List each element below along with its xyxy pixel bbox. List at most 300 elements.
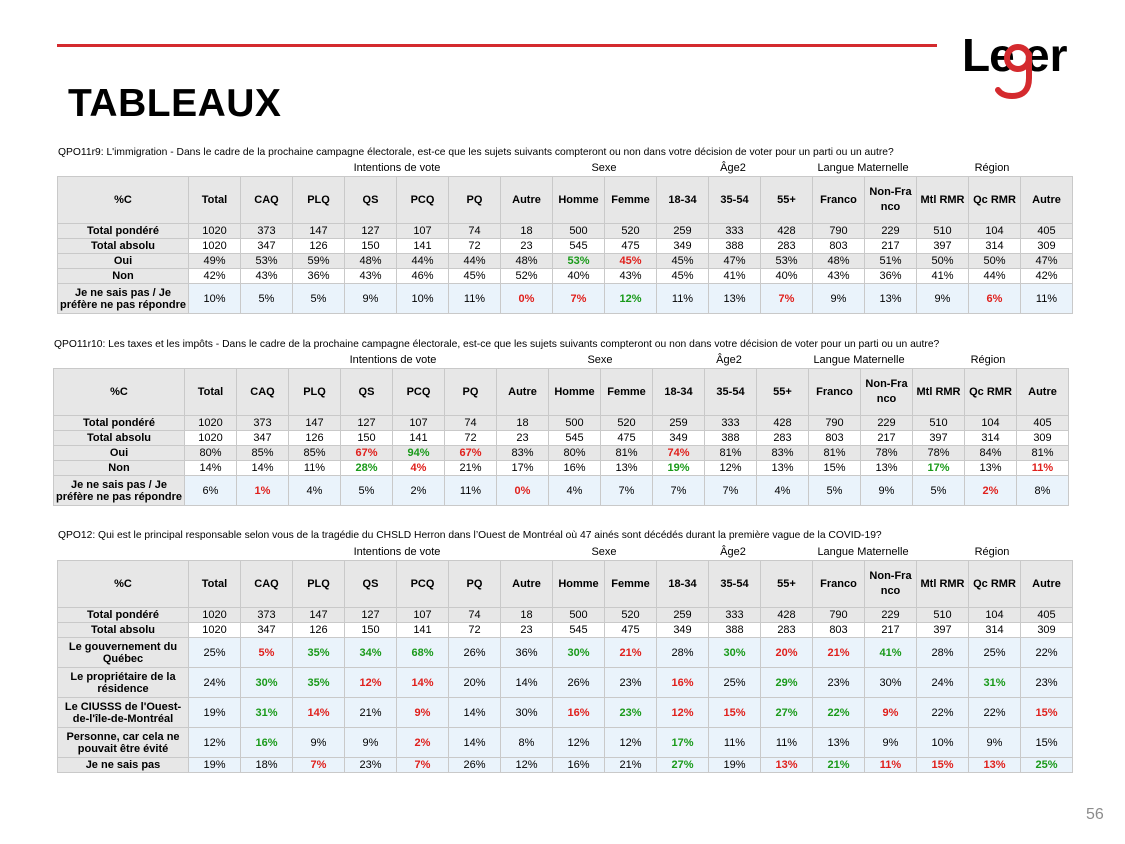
table-row	[58, 239, 1073, 254]
cell-value: 13%	[601, 461, 653, 476]
cell-value: 10%	[397, 284, 449, 314]
column-header-caq: CAQ	[241, 177, 293, 224]
group-label-sexe: Sexe	[591, 546, 617, 558]
cell-value: 12%	[657, 698, 709, 728]
cell-value: 36%	[501, 638, 553, 668]
cell-value: 229	[865, 608, 917, 623]
cell-value: 14%	[293, 698, 345, 728]
cell-value: 53%	[241, 254, 293, 269]
column-header-franco: Franco	[813, 177, 865, 224]
cell-value: 15%	[1021, 728, 1073, 758]
column-header-total: Total	[189, 177, 241, 224]
table-header-row	[58, 177, 1073, 224]
cell-value: 5%	[809, 476, 861, 506]
cell-value: 500	[549, 416, 601, 431]
cell-value: 309	[1017, 431, 1069, 446]
cell-value: 388	[709, 623, 761, 638]
column-header-55: 55+	[761, 177, 813, 224]
column-header-non-franco: Non-Franco	[865, 561, 917, 608]
column-header-homme: Homme	[553, 561, 605, 608]
column-header-autre: Autre	[1021, 177, 1073, 224]
cell-value: 16%	[553, 758, 605, 773]
cell-value: 126	[293, 239, 345, 254]
cell-value: 5%	[241, 638, 293, 668]
cell-value: 405	[1021, 608, 1073, 623]
cell-value: 347	[241, 239, 293, 254]
row-label: Oui	[54, 446, 185, 461]
cell-value: 314	[965, 431, 1017, 446]
cell-value: 9%	[969, 728, 1021, 758]
cell-value: 500	[553, 224, 605, 239]
column-header-pcq: PCQ	[397, 561, 449, 608]
cell-value: 19%	[189, 698, 241, 728]
cell-value: 44%	[397, 254, 449, 269]
cell-value: 388	[705, 431, 757, 446]
cell-value: 13%	[761, 758, 813, 773]
group-label-langue: Langue Maternelle	[817, 162, 909, 174]
column-header-franco: Franco	[809, 369, 861, 416]
cell-value: 15%	[809, 461, 861, 476]
column-header-mtl-rmr: Mtl RMR	[913, 369, 965, 416]
cell-value: 475	[601, 431, 653, 446]
cell-value: 27%	[761, 698, 813, 728]
cell-value: 8%	[501, 728, 553, 758]
column-header-pq: PQ	[449, 177, 501, 224]
row-label: Total pondéré	[58, 224, 189, 239]
cell-value: 790	[809, 416, 861, 431]
cell-value: 78%	[861, 446, 913, 461]
cell-value: 42%	[1021, 269, 1073, 284]
table-row	[58, 623, 1073, 638]
cell-value: 127	[341, 416, 393, 431]
cell-value: 81%	[601, 446, 653, 461]
cell-value: 373	[241, 608, 293, 623]
column-header-plq: PLQ	[293, 177, 345, 224]
cell-value: 35%	[293, 668, 345, 698]
row-label: Le gouvernement du Québec	[58, 638, 189, 668]
cell-value: 19%	[189, 758, 241, 773]
cell-value: 30%	[553, 638, 605, 668]
cell-value: 43%	[813, 269, 865, 284]
cell-value: 26%	[449, 638, 501, 668]
cell-value: 23%	[345, 758, 397, 773]
cell-value: 104	[965, 416, 1017, 431]
cell-value: 25%	[189, 638, 241, 668]
cell-value: 52%	[501, 269, 553, 284]
cell-value: 74	[449, 224, 501, 239]
cell-value: 80%	[185, 446, 237, 461]
table-header-row	[54, 369, 1069, 416]
cell-value: 349	[657, 623, 709, 638]
cell-value: 35%	[293, 638, 345, 668]
column-header-pq: PQ	[445, 369, 497, 416]
cell-value: 7%	[761, 284, 813, 314]
cell-value: 13%	[813, 728, 865, 758]
cell-value: 14%	[449, 698, 501, 728]
cell-value: 53%	[553, 254, 605, 269]
group-label-langue: Langue Maternelle	[813, 354, 905, 366]
cell-value: 46%	[397, 269, 449, 284]
column-header-autre: Autre	[1017, 369, 1069, 416]
cell-value: 81%	[705, 446, 757, 461]
cell-value: 12%	[189, 728, 241, 758]
column-header-plq: PLQ	[289, 369, 341, 416]
cell-value: 475	[605, 239, 657, 254]
cell-value: 126	[293, 623, 345, 638]
cell-value: 309	[1021, 623, 1073, 638]
cell-value: 405	[1021, 224, 1073, 239]
cell-value: 790	[813, 608, 865, 623]
cell-value: 25%	[969, 638, 1021, 668]
column-header-qc-rmr: Qc RMR	[965, 369, 1017, 416]
cell-value: 2%	[965, 476, 1017, 506]
cell-value: 59%	[293, 254, 345, 269]
table-row	[58, 608, 1073, 623]
cell-value: 74%	[653, 446, 705, 461]
cell-value: 43%	[241, 269, 293, 284]
cell-value: 94%	[393, 446, 445, 461]
cell-value: 428	[757, 416, 809, 431]
column-header-franco: Franco	[813, 561, 865, 608]
row-label: Le CIUSSS de l'Ouest-de-l'île-de-Montréal	[58, 698, 189, 728]
cell-value: 475	[605, 623, 657, 638]
cell-value: 6%	[185, 476, 237, 506]
column-header-pcq: PCQ	[397, 177, 449, 224]
data-table-immigration	[57, 176, 1073, 314]
table-row	[58, 668, 1073, 698]
question-3: QPO12: Qui est le principal responsable selon vous de la tragédie du CHSLD Herron dans l’Ouest de Montréal où 47 ainés sont décédés durant la première vague de la COVID-19?	[58, 530, 882, 541]
cell-value: 19%	[709, 758, 761, 773]
cell-value: 20%	[449, 668, 501, 698]
cell-value: 520	[605, 224, 657, 239]
column-header-femme: Femme	[605, 177, 657, 224]
cell-value: 5%	[341, 476, 393, 506]
cell-value: 2%	[397, 728, 449, 758]
column-header-plq: PLQ	[293, 561, 345, 608]
table-header-row	[58, 561, 1073, 608]
cell-value: 72	[449, 239, 501, 254]
group-label-age: Âge2	[720, 162, 746, 174]
cell-value: 50%	[969, 254, 1021, 269]
row-label: Le propriétaire de la résidence	[58, 668, 189, 698]
group-label-intentions: Intentions de vote	[349, 354, 437, 366]
cell-value: 13%	[965, 461, 1017, 476]
cell-value: 217	[865, 623, 917, 638]
cell-value: 18	[501, 224, 553, 239]
cell-value: 127	[345, 608, 397, 623]
cell-value: 520	[605, 608, 657, 623]
cell-value: 23%	[605, 668, 657, 698]
cell-value: 83%	[757, 446, 809, 461]
cell-value: 15%	[1021, 698, 1073, 728]
cell-value: 47%	[1021, 254, 1073, 269]
cell-value: 7%	[705, 476, 757, 506]
cell-value: 36%	[293, 269, 345, 284]
cell-value: 9%	[345, 284, 397, 314]
table-row	[54, 446, 1069, 461]
group-label-intentions: Intentions de vote	[353, 546, 441, 558]
group-label-region: Région	[974, 546, 1010, 558]
cell-value: 803	[813, 239, 865, 254]
column-header-qc-rmr: Qc RMR	[969, 561, 1021, 608]
cell-value: 1020	[189, 239, 241, 254]
cell-value: 26%	[553, 668, 605, 698]
cell-value: 1020	[185, 416, 237, 431]
cell-value: 43%	[345, 269, 397, 284]
column-header-homme: Homme	[549, 369, 601, 416]
column-header-non-franco: Non-Franco	[865, 177, 917, 224]
cell-value: 388	[709, 239, 761, 254]
row-label: Total absolu	[54, 431, 185, 446]
data-table-chsld	[57, 560, 1073, 773]
page-number: 56	[1086, 806, 1104, 823]
cell-value: 22%	[917, 698, 969, 728]
cell-value: 11%	[865, 758, 917, 773]
cell-value: 7%	[553, 284, 605, 314]
cell-value: 30%	[865, 668, 917, 698]
cell-value: 25%	[709, 668, 761, 698]
cell-value: 17%	[657, 728, 709, 758]
cell-value: 30%	[709, 638, 761, 668]
cell-value: 2%	[393, 476, 445, 506]
cell-value: 1020	[189, 224, 241, 239]
cell-value: 13%	[969, 758, 1021, 773]
table-row	[58, 254, 1073, 269]
cell-value: 18	[497, 416, 549, 431]
cell-value: 11%	[289, 461, 341, 476]
cell-value: 104	[969, 608, 1021, 623]
cell-value: 21%	[605, 758, 657, 773]
column-header-35-54: 35-54	[705, 369, 757, 416]
cell-value: 23	[497, 431, 549, 446]
cell-value: 150	[341, 431, 393, 446]
column-header-pcq: PCQ	[393, 369, 445, 416]
cell-value: 1020	[185, 431, 237, 446]
cell-value: 48%	[501, 254, 553, 269]
cell-value: 23%	[1021, 668, 1073, 698]
group-label-region: Région	[974, 162, 1010, 174]
cell-value: 107	[393, 416, 445, 431]
cell-value: 259	[657, 608, 709, 623]
cell-value: 15%	[709, 698, 761, 728]
cell-value: 18	[501, 608, 553, 623]
cell-value: 500	[553, 608, 605, 623]
cell-value: 14%	[449, 728, 501, 758]
cell-value: 147	[289, 416, 341, 431]
group-label-sexe: Sexe	[587, 354, 613, 366]
cell-value: 85%	[237, 446, 289, 461]
column-header-55: 55+	[761, 561, 813, 608]
cell-value: 22%	[969, 698, 1021, 728]
column-header-non-franco: Non-Franco	[861, 369, 913, 416]
cell-value: 428	[761, 608, 813, 623]
cell-value: 14%	[397, 668, 449, 698]
cell-value: 373	[237, 416, 289, 431]
cell-value: 41%	[917, 269, 969, 284]
cell-value: 141	[393, 431, 445, 446]
cell-value: 12%	[605, 284, 657, 314]
cell-value: 41%	[709, 269, 761, 284]
column-header-femme: Femme	[605, 561, 657, 608]
cell-value: 7%	[653, 476, 705, 506]
cell-value: 74	[449, 608, 501, 623]
cell-value: 126	[289, 431, 341, 446]
cell-value: 9%	[813, 284, 865, 314]
cell-value: 12%	[605, 728, 657, 758]
header-rule	[57, 44, 937, 47]
cell-value: 309	[1021, 239, 1073, 254]
cell-value: 150	[345, 239, 397, 254]
cell-value: 333	[709, 608, 761, 623]
cell-value: 428	[761, 224, 813, 239]
cell-value: 67%	[341, 446, 393, 461]
column-header-qs: QS	[345, 561, 397, 608]
cell-value: 31%	[969, 668, 1021, 698]
cell-value: 520	[601, 416, 653, 431]
cell-value: 7%	[397, 758, 449, 773]
cell-value: 74	[445, 416, 497, 431]
cell-value: 217	[865, 239, 917, 254]
cell-value: 259	[657, 224, 709, 239]
cell-value: 10%	[189, 284, 241, 314]
cell-value: 21%	[605, 638, 657, 668]
cell-value: 150	[345, 623, 397, 638]
column-header-homme: Homme	[553, 177, 605, 224]
cell-value: 51%	[865, 254, 917, 269]
column-header-autre: Autre	[501, 177, 553, 224]
cell-value: 259	[653, 416, 705, 431]
cell-value: 11%	[449, 284, 501, 314]
cell-value: 545	[549, 431, 601, 446]
cell-value: 107	[397, 224, 449, 239]
cell-value: 45%	[449, 269, 501, 284]
column-header-total: Total	[185, 369, 237, 416]
cell-value: 14%	[501, 668, 553, 698]
cell-value: 13%	[861, 461, 913, 476]
cell-value: 405	[1017, 416, 1069, 431]
cell-value: 397	[913, 431, 965, 446]
cell-value: 42%	[189, 269, 241, 284]
column-header-18-34: 18-34	[657, 177, 709, 224]
column-header-55: 55+	[757, 369, 809, 416]
cell-value: 81%	[1017, 446, 1069, 461]
page-title: TABLEAUX	[68, 82, 282, 125]
cell-value: 14%	[237, 461, 289, 476]
cell-value: 16%	[553, 698, 605, 728]
cell-value: 23	[501, 623, 553, 638]
cell-value: 34%	[345, 638, 397, 668]
column-header-mtl-rmr: Mtl RMR	[917, 177, 969, 224]
cell-value: 31%	[241, 698, 293, 728]
cell-value: 24%	[189, 668, 241, 698]
cell-value: 8%	[1017, 476, 1069, 506]
row-label: Je ne sais pas	[58, 758, 189, 773]
cell-value: 24%	[917, 668, 969, 698]
cell-value: 44%	[449, 254, 501, 269]
table-row	[54, 461, 1069, 476]
cell-value: 48%	[813, 254, 865, 269]
cell-value: 21%	[445, 461, 497, 476]
row-label: Non	[54, 461, 185, 476]
row-label: Oui	[58, 254, 189, 269]
cell-value: 21%	[813, 758, 865, 773]
cell-value: 22%	[813, 698, 865, 728]
cell-value: 47%	[709, 254, 761, 269]
cell-value: 16%	[241, 728, 293, 758]
cell-value: 510	[913, 416, 965, 431]
cell-value: 11%	[657, 284, 709, 314]
cell-value: 26%	[449, 758, 501, 773]
cell-value: 45%	[605, 254, 657, 269]
row-label: Total absolu	[58, 239, 189, 254]
cell-value: 11%	[761, 728, 813, 758]
cell-value: 48%	[345, 254, 397, 269]
row-label: Total pondéré	[54, 416, 185, 431]
cell-value: 19%	[653, 461, 705, 476]
cell-value: 333	[709, 224, 761, 239]
cell-value: 49%	[189, 254, 241, 269]
cell-value: 0%	[497, 476, 549, 506]
cell-value: 23%	[605, 698, 657, 728]
table-row	[58, 638, 1073, 668]
column-header-c: %C	[58, 561, 189, 608]
cell-value: 67%	[445, 446, 497, 461]
column-header-c: %C	[58, 177, 189, 224]
cell-value: 347	[237, 431, 289, 446]
cell-value: 81%	[809, 446, 861, 461]
cell-value: 803	[809, 431, 861, 446]
cell-value: 28%	[341, 461, 393, 476]
group-label-langue: Langue Maternelle	[817, 546, 909, 558]
table-row	[54, 416, 1069, 431]
cell-value: 7%	[601, 476, 653, 506]
row-label: Non	[58, 269, 189, 284]
group-header-row-3	[0, 546, 1125, 560]
cell-value: 25%	[1021, 758, 1073, 773]
cell-value: 17%	[913, 461, 965, 476]
column-header-qs: QS	[345, 177, 397, 224]
cell-value: 229	[865, 224, 917, 239]
cell-value: 84%	[965, 446, 1017, 461]
group-label-age: Âge2	[720, 546, 746, 558]
cell-value: 17%	[497, 461, 549, 476]
cell-value: 50%	[917, 254, 969, 269]
group-label-region: Région	[970, 354, 1006, 366]
cell-value: 40%	[553, 269, 605, 284]
cell-value: 373	[241, 224, 293, 239]
cell-value: 790	[813, 224, 865, 239]
cell-value: 349	[657, 239, 709, 254]
cell-value: 85%	[289, 446, 341, 461]
group-label-sexe: Sexe	[591, 162, 617, 174]
column-header-pq: PQ	[449, 561, 501, 608]
column-header-caq: CAQ	[241, 561, 293, 608]
cell-value: 11%	[709, 728, 761, 758]
cell-value: 9%	[861, 476, 913, 506]
cell-value: 41%	[865, 638, 917, 668]
row-label: Je ne sais pas / Je préfère ne pas répondre	[58, 284, 189, 314]
cell-value: 9%	[865, 698, 917, 728]
cell-value: 9%	[345, 728, 397, 758]
cell-value: 347	[241, 623, 293, 638]
cell-value: 15%	[917, 758, 969, 773]
cell-value: 5%	[293, 284, 345, 314]
column-header-35-54: 35-54	[709, 177, 761, 224]
data-table-taxes	[53, 368, 1069, 506]
column-header-mtl-rmr: Mtl RMR	[917, 561, 969, 608]
cell-value: 9%	[293, 728, 345, 758]
cell-value: 12%	[553, 728, 605, 758]
